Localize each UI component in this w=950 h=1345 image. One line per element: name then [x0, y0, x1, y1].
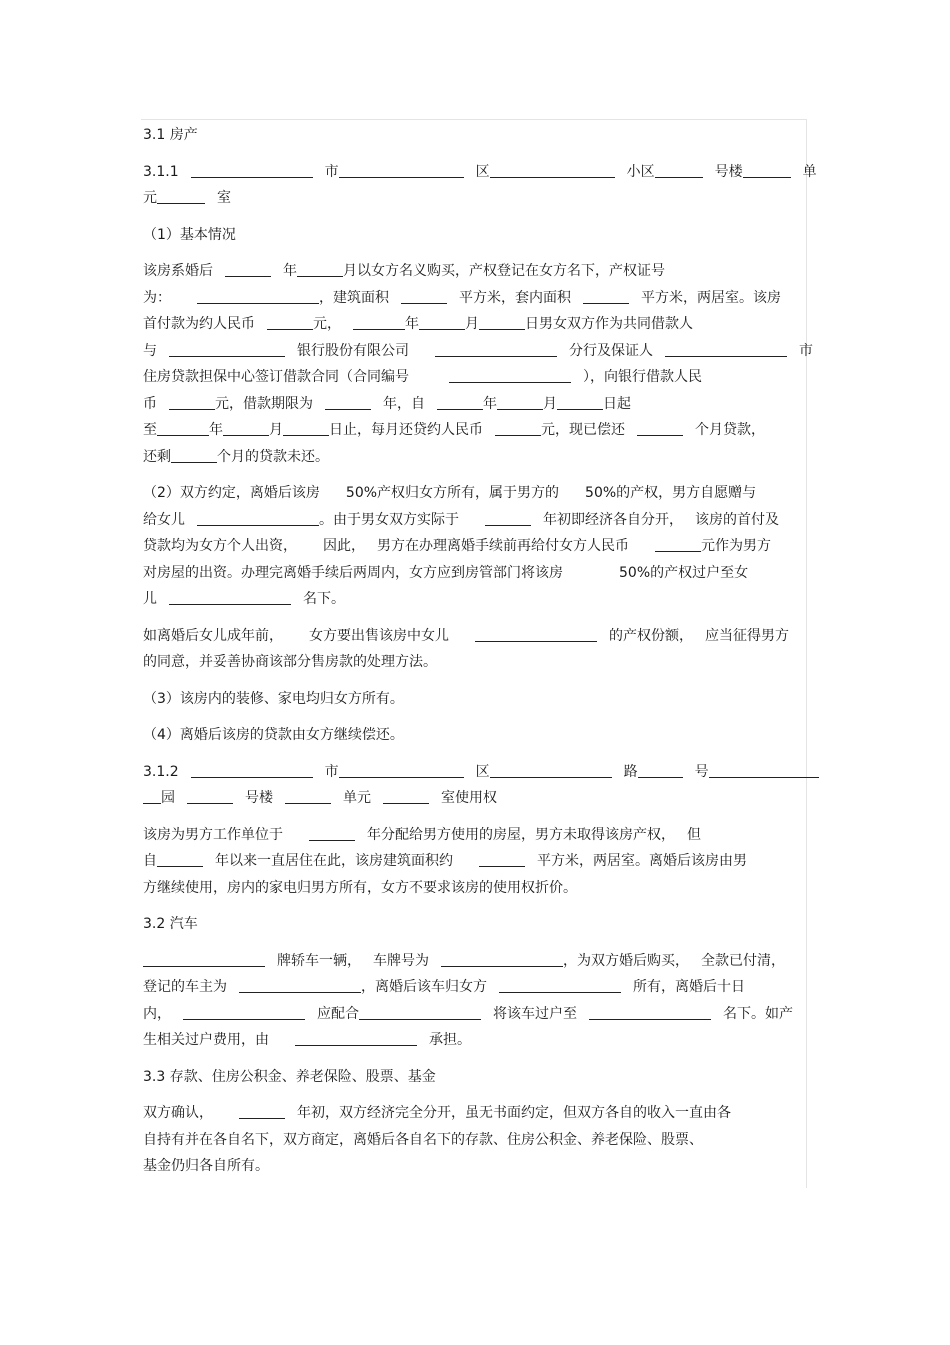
fill-blank[interactable]	[339, 762, 464, 778]
fill-blank[interactable]	[479, 851, 525, 867]
paragraph-line: 如离婚后女儿成年前， 女方要出售该房中女儿 的产权份额， 应当征得男方	[143, 627, 789, 644]
address-line-3-1-1-cont: 元 室	[143, 190, 231, 206]
section-title: 3.1 房产	[143, 127, 198, 143]
fill-blank[interactable]	[143, 788, 161, 804]
fill-blank[interactable]	[743, 162, 791, 178]
paragraph-line: 对房屋的出资。办理完离婚手续后两周内，女方应到房管部门将该房 50%的产权过户至女	[143, 564, 749, 581]
paragraph-line: 给女儿 。由于男女双方实际于 年初即经济各自分开， 该房的首付及	[143, 511, 779, 528]
fill-blank[interactable]	[655, 162, 703, 178]
fill-blank[interactable]	[435, 341, 557, 357]
paragraph-line: 为： ，建筑面积 平方米，套内面积 平方米，两居室。该房	[143, 289, 781, 306]
paragraph-line: 登记的车主为 ，离婚后该车归女方 所有，离婚后十日	[143, 979, 745, 995]
section-heading-3-2	[143, 911, 803, 938]
paragraph-line: 儿 名下。	[143, 591, 345, 607]
paragraph-line: 内， 应配合 将该车过户至 名下。如产	[143, 1005, 793, 1022]
fill-blank[interactable]	[441, 951, 563, 967]
fill-blank[interactable]	[497, 394, 543, 410]
item-heading: （1）基本情况	[143, 226, 236, 243]
fill-blank[interactable]	[359, 1004, 481, 1020]
paragraph-line: 基金仍归各自所有。	[143, 1158, 269, 1174]
paragraph-line: 首付款为约人民币 元， 年 月 日男女双方作为共同借款人	[143, 316, 693, 332]
paragraph-line: 自持有并在各自名下，双方商定，离婚后各自名下的存款、住房公积金、养老保险、股票、	[143, 1131, 703, 1148]
fill-blank[interactable]	[285, 788, 331, 804]
fill-blank[interactable]	[325, 394, 371, 410]
clause-number: 3.1.2	[143, 763, 179, 780]
fill-blank[interactable]	[437, 394, 483, 410]
fill-blank[interactable]	[143, 951, 265, 967]
fill-blank[interactable]	[169, 589, 291, 605]
fill-blank[interactable]	[449, 367, 571, 383]
fill-blank[interactable]	[479, 314, 525, 330]
item-line: （4）离婚后该房的贷款由女方继续偿还。	[143, 727, 404, 743]
paragraph-line: 的同意，并妥善协商该部分售房款的处理方法。	[143, 654, 437, 670]
fill-blank[interactable]	[665, 341, 787, 357]
fill-blank[interactable]	[490, 162, 615, 178]
paragraph-line: 与 银行股份有限公司 分行及保证人 市	[143, 342, 813, 359]
fill-blank[interactable]	[183, 1004, 305, 1020]
address-line-3-1-1: 3.1.1 市 区 小区 号楼 单	[143, 163, 817, 180]
paragraph-line: （2）双方约定，离婚后该房 50%产权归女方所有，属于男方的 50%的产权，男方自愿赠与	[143, 485, 757, 501]
section-title: 3.3 存款、住房公积金、养老保险、股票、基金	[143, 1068, 436, 1085]
fill-blank[interactable]	[419, 314, 465, 330]
fill-blank[interactable]	[637, 420, 683, 436]
fill-blank[interactable]	[169, 394, 215, 410]
fill-blank[interactable]	[157, 851, 203, 867]
fill-blank[interactable]	[197, 288, 319, 304]
fill-blank[interactable]	[495, 420, 541, 436]
paragraph-line: 生相关过户费用，由 承担。	[143, 1032, 471, 1048]
fill-blank[interactable]	[709, 762, 819, 778]
fill-blank[interactable]	[401, 288, 447, 304]
fill-blank[interactable]	[225, 261, 271, 277]
fill-blank[interactable]	[295, 1030, 417, 1046]
fill-blank[interactable]	[191, 162, 313, 178]
paragraph-line: 至 年 月 日止，每月还贷约人民币 元，现已偿还 个月贷款，	[143, 422, 765, 438]
fill-blank[interactable]	[223, 420, 269, 436]
clause-number: 3.1.1	[143, 163, 179, 180]
section-heading-3-1	[143, 122, 803, 149]
fill-blank[interactable]	[157, 420, 209, 436]
document-body	[143, 122, 817, 1180]
fill-blank[interactable]	[499, 977, 621, 993]
fill-blank[interactable]	[169, 341, 285, 357]
paragraph-line: 方继续使用，房内的家电归男方所有，女方不要求该房的使用权折价。	[143, 879, 577, 896]
fill-blank[interactable]	[353, 314, 405, 330]
fill-blank[interactable]	[589, 1004, 711, 1020]
fill-blank[interactable]	[485, 510, 531, 526]
fill-blank[interactable]	[171, 447, 217, 463]
fill-blank[interactable]	[583, 288, 629, 304]
fill-blank[interactable]	[655, 536, 701, 552]
paragraph-line: 该房为男方工作单位于 年分配给男方使用的房屋，男方未取得该房产权， 但	[143, 826, 701, 843]
paragraph-line: 该房系婚后 年 月以女方名义购买，产权登记在女方名下，产权证号	[143, 263, 665, 279]
address-line-3-1-2: 3.1.2 市 区 路 号	[143, 759, 803, 786]
paragraph-line: 牌轿车一辆， 车牌号为 ，为双方婚后购买， 全款已付清，	[143, 948, 803, 975]
paragraph-line: 住房贷款担保中心签订借款合同（合同编号 ），向银行借款人民	[143, 369, 702, 385]
fill-blank[interactable]	[191, 762, 313, 778]
section-heading-3-3	[143, 1064, 803, 1091]
item-line: （3）该房内的装修、家电均归女方所有。	[143, 690, 404, 707]
fill-blank[interactable]	[197, 510, 319, 526]
paragraph-line: 双方确认， 年初，双方经济完全分开，虽无书面约定，但双方各自的收入一直由各	[143, 1105, 731, 1121]
paragraph-line: 贷款均为女方个人出资， 因此， 男方在办理离婚手续前再给付女方人民币 元作为男方	[143, 538, 771, 554]
fill-blank[interactable]	[638, 762, 683, 778]
fill-blank[interactable]	[490, 762, 612, 778]
paragraph-line: 还剩 个月的贷款未还。	[143, 448, 329, 465]
paragraph-line: 自 年以来一直居住在此，该房建筑面积约 平方米，两居室。离婚后该房由男	[143, 853, 747, 869]
fill-blank[interactable]	[297, 261, 343, 277]
address-line-3-1-2-cont: 园 号楼 单元 室使用权	[143, 785, 803, 812]
section-title: 3.2 汽车	[143, 916, 198, 932]
paragraph-line: 币 元，借款期限为 年，自 年 月 日起	[143, 395, 631, 412]
fill-blank[interactable]	[475, 626, 597, 642]
fill-blank[interactable]	[239, 977, 361, 993]
fill-blank[interactable]	[157, 188, 205, 204]
fill-blank[interactable]	[283, 420, 329, 436]
fill-blank[interactable]	[309, 825, 355, 841]
fill-blank[interactable]	[339, 162, 464, 178]
fill-blank[interactable]	[267, 314, 313, 330]
fill-blank[interactable]	[187, 788, 233, 804]
fill-blank[interactable]	[383, 788, 429, 804]
fill-blank[interactable]	[557, 394, 603, 410]
fill-blank[interactable]	[239, 1103, 285, 1119]
